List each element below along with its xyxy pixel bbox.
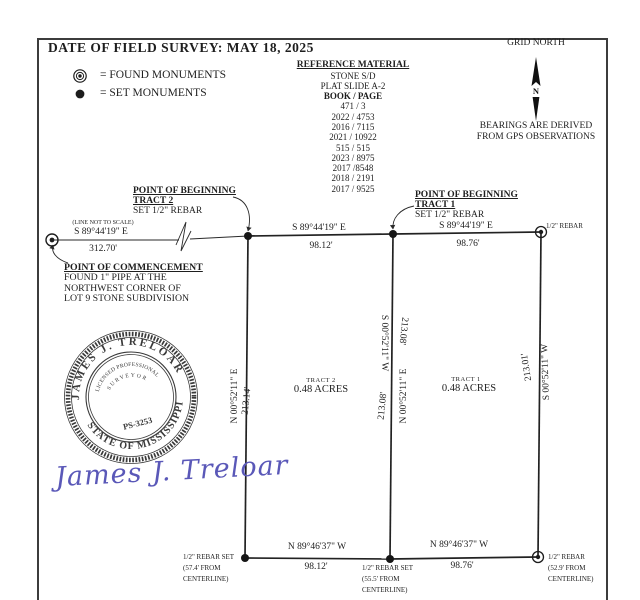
reference-entry: 471 / 3	[340, 101, 366, 112]
se-corner-line: (52.9' FROM	[548, 564, 586, 572]
north-line-tract2-bearing: S 89°44'19" E	[292, 223, 346, 233]
date-of-survey: DATE OF FIELD SURVEY: MAY 18, 2025	[48, 40, 314, 55]
s-mid-corner-rebar-label	[362, 563, 413, 596]
pob-tract1-callout	[415, 190, 518, 221]
sw-corner-line: CENTERLINE)	[183, 575, 229, 583]
reference-entry: 2017 /8548	[332, 163, 374, 174]
tract1-area: 0.48 ACRES	[441, 383, 497, 394]
east-line-distance: 213.01'	[519, 352, 535, 382]
grid-north-title: GRID NORTH	[507, 38, 565, 48]
west-line-bearing: N 00°52'11" E	[230, 368, 240, 424]
pob-tract2-title: POINT OF BEGINNING	[133, 186, 236, 196]
reference-entry: 2017 / 9525	[331, 183, 375, 194]
reference-entry: 2016 / 7115	[331, 121, 375, 132]
pob-tract1-name: TRACT 1	[415, 200, 456, 211]
s-mid-corner-line: CENTERLINE)	[362, 586, 408, 594]
reference-title: REFERENCE MATERIAL	[296, 60, 410, 70]
south-line-tract2-bearing: N 89°46'37" W	[287, 542, 347, 552]
poc-line: LOT 9 STONE SUBDIVISION	[64, 293, 190, 305]
seal-surveyor-text: SURVEYOR	[106, 372, 149, 392]
west-line-distance: 213.14'	[240, 386, 254, 416]
north-line-tract2-distance: 98.12'	[309, 241, 333, 251]
poc-line: FOUND 1" PIPE AT THE	[64, 272, 167, 284]
north-letter: N	[532, 86, 540, 96]
reference-entry: 2022 / 4753	[331, 111, 375, 122]
sw-corner-line: 1/2" REBAR SET	[183, 553, 235, 561]
tract1-name: TRACT 1	[451, 376, 481, 383]
poc-title: POINT OF COMMENCEMENT	[64, 262, 203, 273]
north-line-tract1-bearing: S 89°44'19" E	[439, 221, 493, 231]
east-line-bearing: S 00°52'11" W	[540, 343, 552, 401]
legend-found-label: = FOUND MONUMENTS	[100, 69, 226, 81]
tie-line-distance: 312.70'	[89, 244, 117, 254]
reference-entry: 2023 / 8975	[331, 152, 375, 163]
pob-tract1-note: SET 1/2" REBAR	[415, 210, 485, 221]
reference-entry: 2018 / 2191	[331, 173, 375, 184]
surveyor-signature: James J. Treloar	[54, 449, 290, 494]
poc-callout	[64, 263, 203, 305]
mid-line-tract1-bearing: N 00°52'11" E	[399, 368, 409, 424]
tie-line-bearing: S 89°44'19" E	[74, 227, 128, 237]
set-monument-icon	[76, 90, 85, 99]
set-monument-sw	[241, 554, 249, 562]
pob-tract2-note: SET 1/2" REBAR	[133, 206, 203, 217]
seal-arc-bottom-text: STATE OF MISSISSIPPI	[84, 400, 186, 453]
reference-line: STONE S/D	[330, 70, 376, 81]
reference-book-page: BOOK / PAGE	[323, 91, 383, 102]
se-corner-rebar-label	[548, 552, 594, 585]
pob-tract1-title: POINT OF BEGINNING	[415, 190, 518, 200]
tract2-name: TRACT 2	[306, 377, 336, 384]
tract2-area: 0.48 ACRES	[293, 384, 349, 395]
south-line-tract1-bearing: N 89°46'37" W	[429, 540, 489, 550]
mid-line-tract2-distance: 213.08'	[396, 316, 410, 346]
sw-corner-line: (57.4' FROM	[183, 564, 221, 572]
pob-tract2-name: TRACT 2	[133, 196, 174, 207]
mid-line-tract1-distance: 213.08'	[376, 391, 390, 421]
north-line-tract1-distance: 98.76'	[456, 239, 480, 249]
bearings-note-line2: FROM GPS OBSERVATIONS	[476, 132, 596, 142]
set-monument-pob1	[389, 230, 397, 238]
se-corner-line: CENTERLINE)	[548, 575, 594, 583]
pob-tract2-callout	[133, 186, 236, 217]
legend-set-label: = SET MONUMENTS	[100, 87, 207, 99]
set-monument-s-mid	[386, 555, 394, 563]
s-mid-corner-line: 1/2" REBAR SET	[362, 564, 414, 572]
mid-line-tract2-bearing: S 00°52'11" W	[379, 314, 389, 372]
sw-corner-rebar-label	[183, 552, 234, 585]
reference-line: PLAT SLIDE A-2	[320, 80, 386, 91]
tie-line-note: (LINE NOT TO SCALE)	[72, 220, 134, 226]
reference-entry: 2021 / 10922	[329, 132, 377, 143]
north-arrow-icon	[532, 57, 541, 121]
reference-material-block	[296, 60, 410, 194]
seal-arc-top-text: JAMES J. TRELOAR	[69, 335, 187, 401]
set-monument-pob2	[244, 232, 252, 240]
reference-entry: 515 / 515	[335, 142, 370, 153]
surveyor-seal	[58, 323, 203, 465]
poc-line: NORTHWEST CORNER OF	[64, 282, 181, 294]
ne-corner-rebar-label: 1/2" REBAR	[546, 222, 583, 230]
bearings-note-line1: BEARINGS ARE DERIVED	[479, 121, 593, 131]
south-line-tract2-distance: 98.12'	[304, 562, 328, 572]
seal-license-number: PS-3253	[121, 414, 154, 432]
s-mid-corner-line: (55.5' FROM	[362, 575, 400, 583]
boundary-lines	[245, 232, 541, 559]
svg-text:STATE OF MISSISSIPPI	[84, 398, 195, 463]
seal-licensed-text: LICENSED PROFESSIONAL	[94, 361, 161, 393]
found-monument-icon	[74, 70, 86, 82]
south-line-tract1-distance: 98.76'	[450, 561, 474, 571]
se-corner-line: 1/2" REBAR	[548, 553, 585, 561]
